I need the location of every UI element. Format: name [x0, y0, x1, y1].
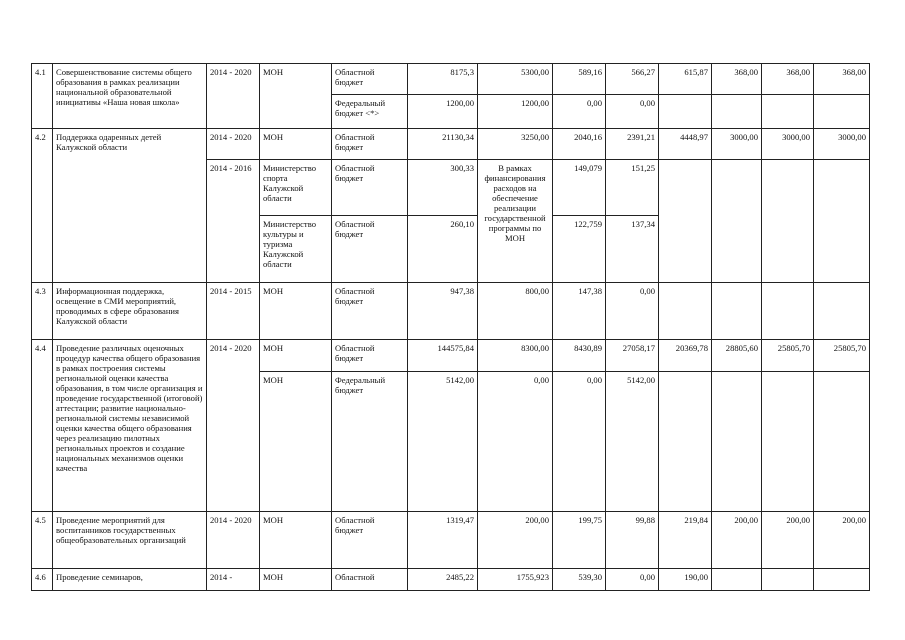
empty-cell — [712, 283, 762, 340]
measure-name: Проведение различных оценочных процедур качества общего образования в рамках построения системы региональной оценки качества образования, в том числе организация и проведение государственной (итоговой) аттестации; развитие национально-региональной системы независимой оценки качества общего образования через реализацию пилотных региональных проектов и создание национальных механизмов оценки качества — [53, 340, 207, 512]
funding-source: Областной бюджет — [332, 160, 408, 216]
budget-table — [31, 63, 870, 591]
value-2016: 566,27 — [606, 64, 659, 95]
value-2015: 149,079 — [553, 160, 606, 216]
funding-source: Областной бюджет — [332, 512, 408, 569]
value-2016: 0,00 — [606, 283, 659, 340]
value-2014: 3250,00 — [478, 129, 553, 160]
value-2016: 5142,00 — [606, 372, 659, 512]
empty-cell — [712, 372, 762, 512]
funding-source: Областной бюджет — [332, 129, 408, 160]
table-row — [32, 64, 870, 95]
total-cell: 5142,00 — [408, 372, 478, 512]
empty-cell — [814, 569, 870, 591]
table-row — [32, 129, 870, 160]
value-2017: 20369,78 — [659, 340, 712, 372]
value-2014: 5300,00 — [478, 64, 553, 95]
empty-cell — [762, 95, 814, 129]
executor-cell: МОН — [260, 129, 332, 160]
empty-cell — [659, 95, 712, 129]
period-cell: 2014 - 2015 — [207, 283, 260, 340]
total-cell: 260,10 — [408, 216, 478, 283]
executor-cell: МОН — [260, 512, 332, 569]
value-2018: 200,00 — [712, 512, 762, 569]
value-2018: 3000,00 — [712, 129, 762, 160]
value-2016: 2391,21 — [606, 129, 659, 160]
executor-cell: МОН — [260, 372, 332, 512]
funding-source: Областной бюджет — [332, 64, 408, 95]
executor-cell: МОН — [260, 569, 332, 591]
value-2014: 1755,923 — [478, 569, 553, 591]
value-2016: 0,00 — [606, 569, 659, 591]
funding-source: Федеральный бюджет <*> — [332, 95, 408, 129]
empty-cell — [814, 283, 870, 340]
executor-cell: МОН — [260, 64, 332, 129]
total-cell: 2485,22 — [408, 569, 478, 591]
total-cell: 1319,47 — [408, 512, 478, 569]
row-number: 4.5 — [32, 512, 53, 569]
period-cell: 2014 - 2020 — [207, 64, 260, 129]
period-cell: 2014 - 2020 — [207, 512, 260, 569]
total-cell: 300,33 — [408, 160, 478, 216]
value-2014: 8300,00 — [478, 340, 553, 372]
value-2016: 151,25 — [606, 160, 659, 216]
row-number: 4.4 — [32, 340, 53, 512]
row-number: 4.6 — [32, 569, 53, 591]
value-2015: 0,00 — [553, 95, 606, 129]
period-cell: 2014 - 2020 — [207, 129, 260, 160]
measure-name: Проведение мероприятий для воспитанников государственных общеобразовательных организаций — [53, 512, 207, 569]
value-2015: 199,75 — [553, 512, 606, 569]
table-row — [32, 340, 870, 372]
value-2014: 0,00 — [478, 372, 553, 512]
value-2020: 368,00 — [814, 64, 870, 95]
value-2019: 25805,70 — [762, 340, 814, 372]
total-cell: 947,38 — [408, 283, 478, 340]
table-row — [32, 569, 870, 591]
funding-source: Областной бюджет — [332, 283, 408, 340]
measure-name: Поддержка одаренных детей Калужской области — [53, 129, 207, 283]
empty-cell — [814, 95, 870, 129]
period-cell: 2014 - 2016 — [207, 160, 260, 283]
funding-source: Областной бюджет — [332, 340, 408, 372]
value-2018: 28805,60 — [712, 340, 762, 372]
measure-name: Информационная поддержка, освещение в СМИ мероприятий, проводимых в сфере образования Калужской области — [53, 283, 207, 340]
empty-cell — [762, 569, 814, 591]
empty-cell — [712, 95, 762, 129]
measure-name: Проведение семинаров, — [53, 569, 207, 591]
total-cell: 21130,34 — [408, 129, 478, 160]
value-2017: 219,84 — [659, 512, 712, 569]
executor-cell: МОН — [260, 283, 332, 340]
value-2016: 0,00 — [606, 95, 659, 129]
table-row — [32, 283, 870, 340]
measure-name: Совершенствование системы общего образования в рамках реализации национальной образовательной инициативы «Наша новая школа» — [53, 64, 207, 129]
empty-cell — [659, 160, 712, 283]
funding-source: Областной — [332, 569, 408, 591]
value-2014: 800,00 — [478, 283, 553, 340]
value-2015: 122,759 — [553, 216, 606, 283]
empty-cell — [712, 569, 762, 591]
value-2018: 368,00 — [712, 64, 762, 95]
value-2020: 25805,70 — [814, 340, 870, 372]
value-2020: 3000,00 — [814, 129, 870, 160]
total-cell: 8175,3 — [408, 64, 478, 95]
empty-cell — [762, 283, 814, 340]
row-number: 4.1 — [32, 64, 53, 129]
financing-note: В рамках финансирования расходов на обеспечение реализации государственной программы по МОН — [478, 160, 553, 283]
value-2015: 539,30 — [553, 569, 606, 591]
value-2015: 8430,89 — [553, 340, 606, 372]
row-number: 4.3 — [32, 283, 53, 340]
empty-cell — [712, 160, 762, 283]
value-2015: 147,38 — [553, 283, 606, 340]
period-cell: 2014 - — [207, 569, 260, 591]
executor-cell: МОН — [260, 340, 332, 372]
empty-cell — [659, 283, 712, 340]
empty-cell — [659, 372, 712, 512]
value-2016: 99,88 — [606, 512, 659, 569]
row-number: 4.2 — [32, 129, 53, 283]
value-2014: 1200,00 — [478, 95, 553, 129]
funding-source: Федеральный бюджет — [332, 372, 408, 512]
empty-cell — [814, 372, 870, 512]
value-2017: 615,87 — [659, 64, 712, 95]
value-2016: 137,34 — [606, 216, 659, 283]
value-2015: 589,16 — [553, 64, 606, 95]
value-2015: 2040,16 — [553, 129, 606, 160]
empty-cell — [762, 160, 814, 283]
value-2019: 3000,00 — [762, 129, 814, 160]
total-cell: 1200,00 — [408, 95, 478, 129]
executor-cell: Министерство культуры и туризма Калужской области — [260, 216, 332, 283]
value-2014: 200,00 — [478, 512, 553, 569]
value-2019: 368,00 — [762, 64, 814, 95]
funding-source: Областной бюджет — [332, 216, 408, 283]
executor-cell: Министерство спорта Калужской области — [260, 160, 332, 216]
empty-cell — [762, 372, 814, 512]
value-2020: 200,00 — [814, 512, 870, 569]
value-2019: 200,00 — [762, 512, 814, 569]
period-cell: 2014 - 2020 — [207, 340, 260, 512]
empty-cell — [814, 160, 870, 283]
table-row — [32, 512, 870, 569]
total-cell: 144575,84 — [408, 340, 478, 372]
value-2017: 4448,97 — [659, 129, 712, 160]
value-2017: 190,00 — [659, 569, 712, 591]
value-2016: 27058,17 — [606, 340, 659, 372]
value-2015: 0,00 — [553, 372, 606, 512]
